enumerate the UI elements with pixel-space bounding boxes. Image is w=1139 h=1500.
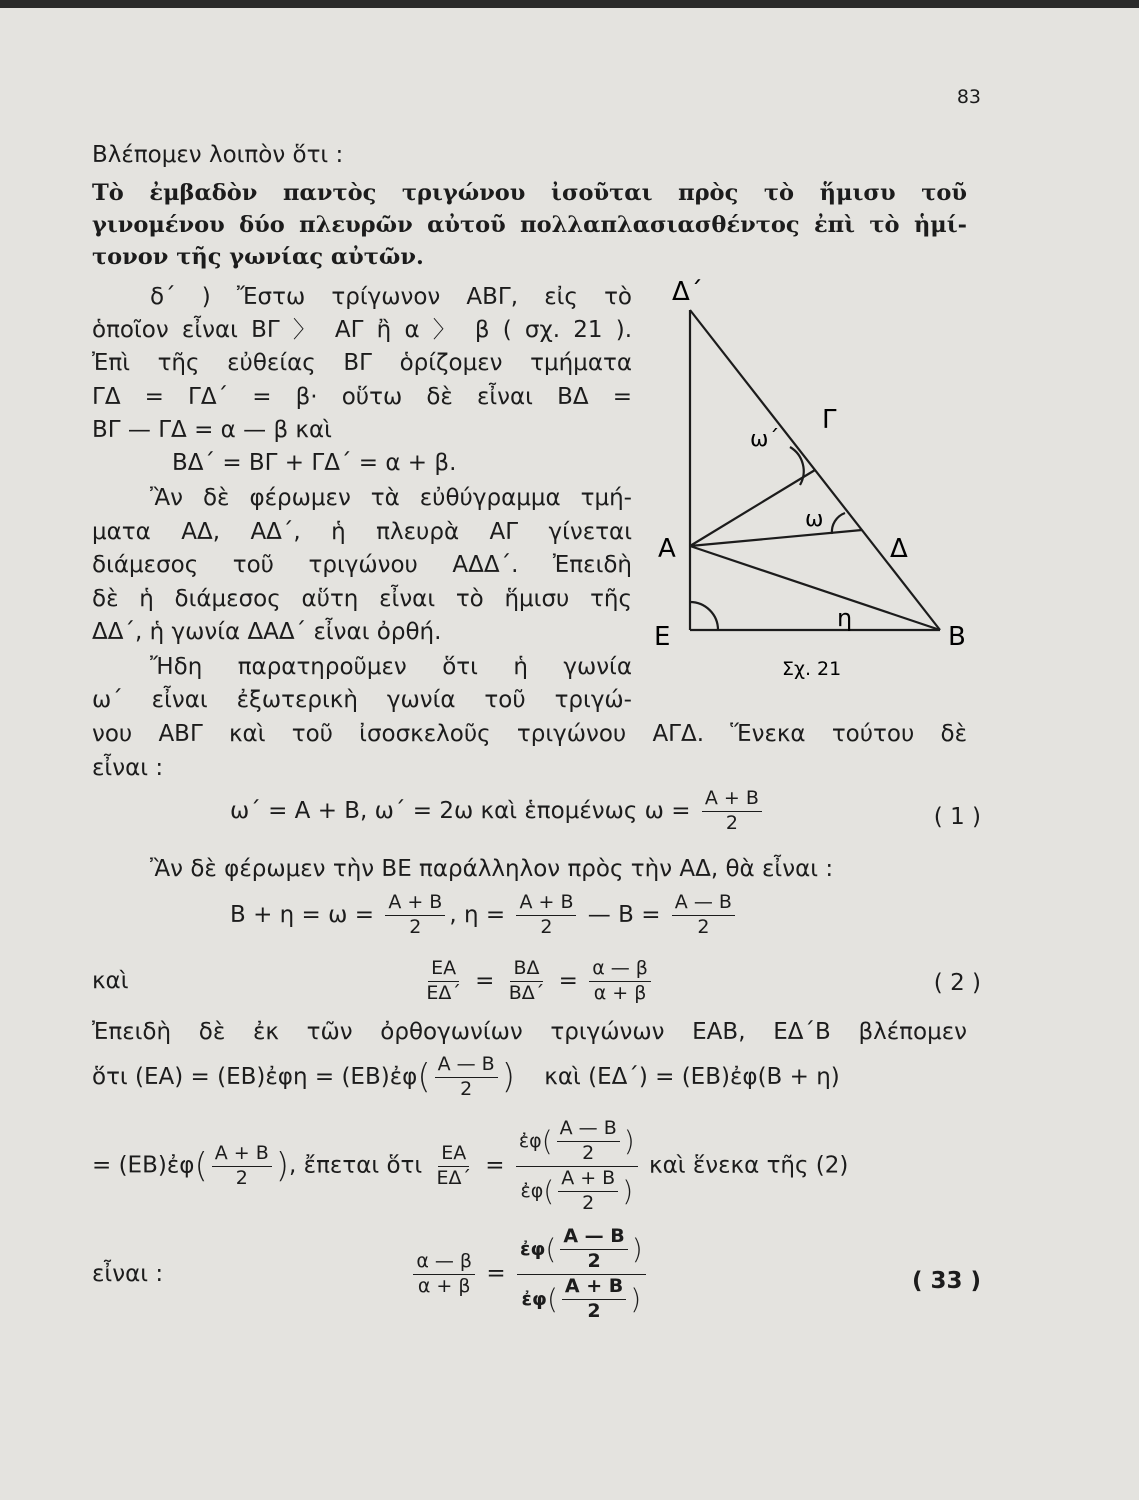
eqb-f1-num: Α + Β: [385, 892, 445, 916]
eqo-f-num: Α — Β: [435, 1054, 498, 1078]
eqb-frac2: [516, 892, 576, 939]
eqf-tan-frac: [516, 1118, 638, 1214]
intro-line: Βλέπομεν λοιπὸν ὅτι :: [92, 142, 344, 168]
eqb-part1: Β + η = ω =: [230, 901, 374, 928]
eq33-d-den: 2: [587, 1299, 601, 1322]
equation-1: [230, 788, 766, 835]
eq2-eq-b: =: [558, 967, 578, 994]
eq2-f1-num: ΕΑ: [428, 958, 459, 982]
eqf-p3: καὶ ἕνεκα τῆς (2): [649, 1152, 849, 1179]
eq33-ef-d: ἐφ: [521, 1287, 547, 1310]
full-line-2: εἶναι :: [92, 755, 164, 781]
eq33-n-num: Α — Β: [560, 1226, 627, 1250]
page-number: 83: [956, 86, 981, 108]
label-e: Ε: [654, 622, 671, 652]
paren-open: (: [417, 1056, 431, 1097]
eqo-f-den: 2: [460, 1077, 473, 1100]
eqf-f-den: 2: [235, 1166, 248, 1189]
eqf-tan-den: [517, 1167, 636, 1215]
line-a-g: [690, 470, 815, 546]
page-top-edge: [0, 0, 1139, 8]
eq33-l-den: α + β: [417, 1274, 471, 1297]
line-epeidh: Ἐπειδὴ δὲ ἐκ τῶν ὀρθογωνίων τριγώνων ΕΑΒ, ΕΔ΄Β βλέπομεν: [92, 1019, 967, 1045]
label-d-prime: Δ΄: [672, 277, 703, 307]
eq2-eq-a: =: [475, 967, 495, 994]
eq1-left: ω΄ = Α + Β, ω΄ = 2ω καὶ ἑπομένως ω =: [230, 797, 691, 824]
eqf-n-frac: [557, 1118, 620, 1165]
paren-open: (: [194, 1145, 208, 1186]
eqo-frac: [435, 1054, 498, 1101]
eqo-p1: ὅτι (ΕΑ) = (ΕΒ)ἐφη = (ΕΒ)ἐφ: [92, 1063, 418, 1090]
paren-open: (: [546, 1281, 558, 1315]
para-line-6: ΒΔ΄ = ΒΓ + ΓΔ΄ = α + β.: [172, 450, 457, 476]
eq33-l-num: α — β: [413, 1251, 475, 1275]
paren-close: ): [501, 1056, 515, 1097]
eq33-einai: εἶναι :: [92, 1260, 164, 1287]
eqo-p2: καὶ (ΕΔ΄) = (ΕΒ)ἐφ(Β + η): [544, 1063, 840, 1090]
eq33-eq: =: [486, 1260, 506, 1287]
paren-close: ): [275, 1145, 290, 1186]
eqb-f3-den: 2: [697, 915, 710, 938]
para-line-10: δὲ ἡ διάμεσος αὕτη εἶναι τὸ ἥμισυ τῆς: [92, 586, 632, 612]
theorem-line-3: τονον τῆς γωνίας αὐτῶν.: [92, 244, 424, 270]
eq2-f2-den: ΒΔ΄: [508, 981, 545, 1004]
eq33-n-den: 2: [587, 1249, 601, 1272]
equation-33: [92, 1226, 650, 1322]
eqf-p2: , ἔπεται ὅτι: [289, 1152, 423, 1179]
eq1-fraction: [702, 788, 762, 835]
eqf-ea: ΕΑ: [438, 1143, 469, 1167]
eqf-n-num: Α — Β: [557, 1118, 620, 1142]
label-omega-prime: ω΄: [750, 427, 780, 452]
eqb-f2-den: 2: [540, 915, 553, 938]
eq2-number: ( 2 ): [933, 970, 981, 996]
eq2-f1-den: ΕΔ΄: [426, 981, 461, 1004]
eqb-frac1: [385, 892, 445, 939]
equation-oti: [92, 1054, 840, 1101]
label-omega: ω: [805, 507, 824, 532]
eqb-f3-num: Α — Β: [672, 892, 735, 916]
equation-final-line: [92, 1118, 848, 1214]
eqf-tan-num: [516, 1118, 638, 1167]
figure-21: [640, 270, 980, 690]
eqb-part2: , η =: [449, 901, 506, 928]
eq33-ef-n: ἐφ: [519, 1237, 546, 1260]
eq2-f2-num: ΒΔ: [510, 958, 542, 982]
eqb-part3: — Β =: [587, 901, 661, 928]
eq2-frac1: [423, 958, 464, 1005]
eq2-frac3: [589, 958, 651, 1005]
label-d: Δ: [890, 534, 908, 564]
eq33-tan-num: [517, 1226, 646, 1275]
eqf-d-frac: [558, 1168, 618, 1215]
line-be: Ἂν δὲ φέρωμεν τὴν ΒΕ παράλληλον πρὸς τὴν ΑΔ, θὰ εἶναι :: [150, 856, 834, 882]
eq33-n-frac: [560, 1226, 627, 1273]
eq1-den: 2: [725, 811, 738, 834]
para-line-1: δ΄ ) Ἔστω τρίγωνον ΑΒΓ, εἰς τὸ: [150, 284, 632, 310]
para-line-9: διάμεσος τοῦ τριγώνου ΑΔΔ΄. Ἐπειδὴ: [92, 552, 632, 578]
eqf-ef-n: ἐφ: [518, 1129, 542, 1152]
eq33-right-frac: [517, 1226, 646, 1322]
figure-caption: Σχ. 21: [782, 658, 842, 680]
label-a: Α: [658, 534, 676, 564]
eqf-d-num: Α + Β: [558, 1168, 618, 1192]
eq33-tan-den: [518, 1275, 644, 1323]
para-line-7: Ἂν δὲ φέρωμεν τὰ εὐθύγραμμα τμή-: [150, 485, 632, 511]
eqf-p1: = (ΕΒ)ἐφ: [92, 1152, 195, 1179]
eq33-d-num: Α + Β: [562, 1276, 626, 1300]
eqf-eq: =: [485, 1152, 505, 1179]
theorem-line-1: Τὸ ἐμβαδὸν παντὸς τριγώνου ἰσοῦται πρὸς τὸ ἥμισυ τοῦ: [92, 180, 967, 206]
eqf-n-den: 2: [582, 1141, 595, 1164]
eqf-d-den: 2: [582, 1191, 595, 1214]
eq2-kai: καὶ: [92, 967, 129, 994]
para-line-12: Ἤδη παρατηροῦμεν ὅτι ἡ γωνία: [150, 654, 632, 680]
label-b: Β: [948, 622, 966, 652]
paren-close: ): [622, 1173, 634, 1207]
eqf-ef-d: ἐφ: [520, 1179, 544, 1202]
eq2-f3-den: α + β: [593, 981, 647, 1004]
eqb-f1-den: 2: [409, 915, 422, 938]
para-line-3: Ἐπὶ τῆς εὐθείας ΒΓ ὁρίζομεν τμήματα: [92, 350, 632, 376]
full-line-1: νου ΑΒΓ καὶ τοῦ ἰσοσκελοῦς τριγώνου ΑΓΔ. Ἕνεκα τούτου δὲ: [92, 721, 967, 747]
para-line-11: ΔΔ΄, ἡ γωνία ΔΑΔ΄ εἶναι ὀρθή.: [92, 619, 442, 645]
para-line-2: ὁποῖον εἶναι ΒΓ 〉 ΑΓ ἢ α 〉 β ( σχ. 21 ).: [92, 317, 632, 343]
para-line-13: ω΄ εἶναι ἐξωτερικὴ γωνία τοῦ τριγώ-: [92, 687, 632, 713]
eq1-num: Α + Β: [702, 788, 762, 812]
theorem-line-2: γινομένου δύο πλευρῶν αὐτοῦ πολλαπλασιασθέντος ἐπὶ τὸ ἡμί-: [92, 212, 967, 238]
eq33-left-frac: [413, 1251, 475, 1298]
label-eta: η: [837, 604, 853, 632]
paren-open: (: [543, 1173, 555, 1207]
paren-close: ): [631, 1232, 643, 1266]
paren-close: ): [623, 1124, 635, 1158]
equation-2: [92, 958, 655, 1005]
para-line-8: ματα ΑΔ, ΑΔ΄, ἡ πλευρὰ ΑΓ γίνεται: [92, 519, 632, 545]
paren-open: (: [541, 1124, 553, 1158]
equation-beta: [230, 892, 739, 939]
angle-arc-e: [690, 602, 718, 630]
para-line-4: ΓΔ = ΓΔ΄ = β· οὕτω δὲ εἶναι ΒΔ =: [92, 384, 632, 410]
eq33-number: ( 33 ): [911, 1268, 981, 1294]
label-g: Γ: [822, 405, 837, 435]
eqb-f2-num: Α + Β: [516, 892, 576, 916]
paren-close: ): [630, 1281, 642, 1315]
paren-open: (: [545, 1232, 557, 1266]
eq1-number: ( 1 ): [933, 804, 981, 830]
eq33-d-frac: [562, 1276, 626, 1323]
eqf-frac: [212, 1143, 272, 1190]
eqf-ed: ΕΔ΄: [436, 1166, 471, 1189]
para-line-5: ΒΓ — ΓΔ = α — β καὶ: [92, 417, 332, 443]
eqb-frac3: [672, 892, 735, 939]
eqf-ea-frac: [433, 1143, 474, 1190]
line-a-d: [690, 530, 862, 546]
eq2-f3-num: α — β: [589, 958, 651, 982]
eq2-frac2: [506, 958, 548, 1005]
eqf-f-num: Α + Β: [212, 1143, 272, 1167]
